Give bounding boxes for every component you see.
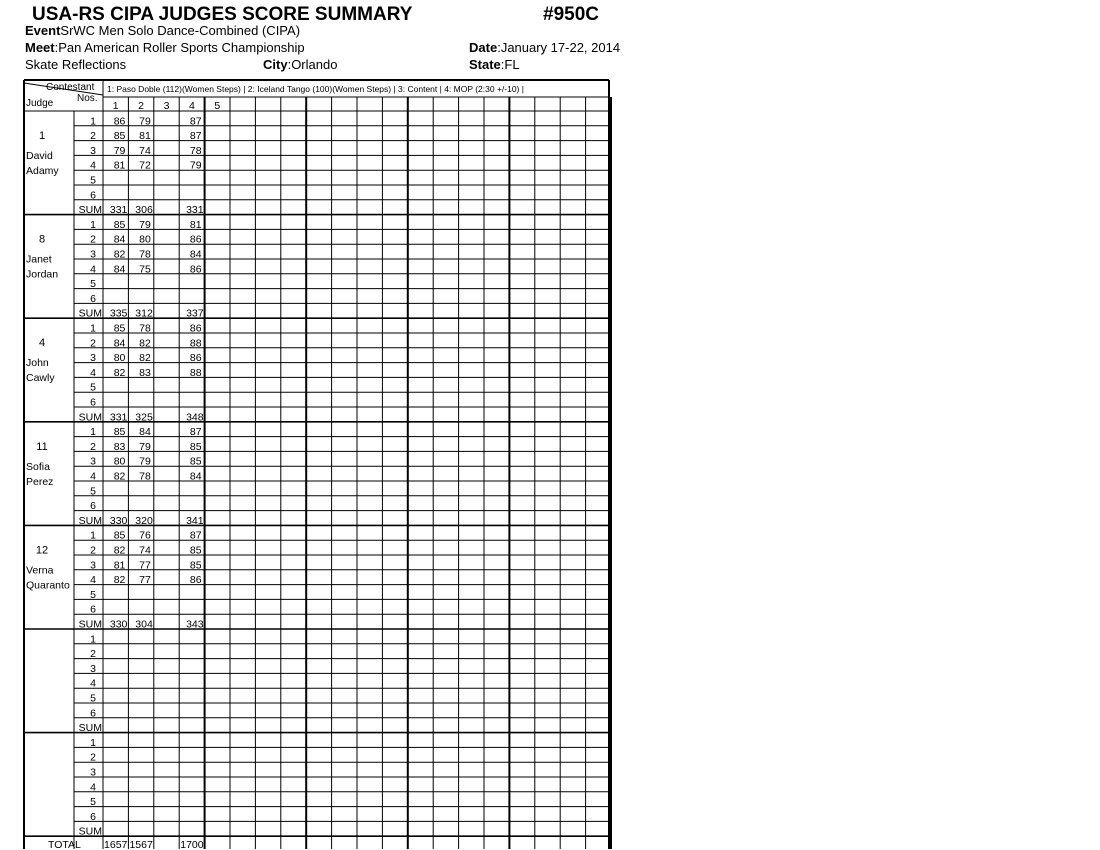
contestant-row-number: 4 [90, 470, 96, 483]
meet-line: Meet:Pan American Roller Sports Championship [25, 40, 305, 55]
total-cell: 1700 [180, 839, 204, 850]
sum-cell: 331 [109, 411, 128, 424]
sum-cell: 335 [109, 307, 128, 320]
score-cell: 77 [139, 559, 151, 572]
judge-last-name: Quaranto [26, 579, 70, 592]
judge-last-name: Perez [26, 475, 54, 488]
score-cell: 85 [189, 559, 202, 572]
score-cell: 79 [139, 440, 151, 453]
score-cell: 78 [189, 144, 202, 157]
contestant-row-number: 2 [90, 648, 96, 661]
score-cell: 84 [189, 470, 202, 483]
contestant-row-number: 4 [90, 159, 96, 172]
contestant-row-number: 6 [90, 292, 96, 305]
score-cell: 88 [189, 366, 202, 379]
score-cell: 85 [189, 440, 202, 453]
sum-label: SUM [78, 618, 102, 631]
sum-label: SUM [78, 411, 102, 424]
total-label: TOTAL [48, 839, 81, 850]
judge-last-name: Adamy [26, 165, 59, 177]
sum-label: SUM [78, 825, 102, 838]
contestant-row-number: 1 [90, 633, 96, 646]
sum-label: SUM [78, 722, 102, 735]
sum-cell: 343 [186, 618, 204, 631]
score-cell: 82 [113, 544, 126, 557]
city-line: City:Orlando [263, 57, 338, 72]
state-value: FL [504, 57, 520, 72]
contestant-row-number: 1 [90, 218, 96, 231]
score-cell: 80 [113, 352, 126, 365]
score-cell: 79 [113, 144, 126, 157]
contestant-row-number: 3 [90, 559, 96, 572]
judge-first-name: Janet [26, 253, 52, 266]
judge-first-name: David [26, 150, 53, 162]
judge-number: 1 [38, 130, 46, 142]
contestant-row-number: 6 [90, 396, 96, 409]
contestant-row-number: 2 [90, 440, 96, 453]
contestant-row-number: 6 [90, 189, 96, 202]
score-cell: 86 [189, 322, 202, 335]
score-cell: 82 [113, 366, 126, 379]
score-cell: 75 [139, 263, 151, 276]
sum-cell: 337 [186, 307, 204, 320]
sum-cell: 304 [135, 618, 153, 631]
column-header: 4 [188, 100, 195, 112]
contestant-row-number: 6 [90, 500, 96, 513]
sum-cell: 330 [109, 514, 128, 527]
contestant-row-number: 6 [90, 707, 96, 720]
score-cell: 86 [189, 574, 202, 587]
contestant-row-number: 3 [90, 248, 96, 261]
score-cell: 86 [189, 352, 202, 365]
score-cell: 82 [113, 248, 126, 261]
sum-cell: 306 [135, 204, 153, 217]
column-header: 3 [163, 100, 170, 112]
score-cell: 84 [113, 337, 126, 350]
corner-contestant: Contestant [46, 82, 95, 93]
contestant-row-number: 4 [90, 677, 96, 690]
sum-cell: 348 [186, 411, 204, 424]
score-cell: 81 [189, 218, 202, 231]
sum-label: SUM [78, 514, 102, 527]
contestant-row-number: 3 [90, 352, 96, 365]
score-cell: 74 [139, 144, 151, 157]
judge-number: 4 [38, 337, 46, 350]
contestant-row-number: 5 [90, 485, 96, 498]
contestant-row-number: 2 [90, 130, 96, 143]
date-value: January 17-22, 2014 [500, 40, 621, 55]
score-cell: 78 [139, 248, 151, 261]
judge-first-name: John [26, 357, 49, 370]
scoring-legend: 1: Paso Doble (112)(Women Steps) | 2: Iceland Tango (100)(Women Steps) | 3: Content | 4: MOP (2:30 +/-10) | [107, 84, 524, 94]
sum-label: SUM [78, 204, 102, 217]
score-cell: 83 [113, 440, 126, 453]
total-cell: 1567 [129, 839, 153, 850]
score-cell: 82 [139, 352, 151, 365]
corner-judge: Judge [26, 98, 54, 109]
meet-label: Meet [25, 40, 55, 55]
score-cell: 87 [189, 529, 202, 542]
contestant-row-number: 4 [90, 781, 96, 794]
score-cell: 77 [139, 574, 151, 587]
score-cell: 85 [113, 426, 126, 439]
contestant-row-number: 1 [90, 115, 96, 128]
score-cell: 79 [139, 455, 151, 468]
event-value: SrWC Men Solo Dance-Combined (CIPA) [60, 23, 301, 38]
score-cell: 85 [113, 130, 126, 143]
score-cell: 85 [189, 544, 202, 557]
judge-number: 11 [36, 440, 48, 453]
table-grid-lines [24, 80, 611, 849]
column-header: 5 [214, 100, 221, 112]
score-cell: 78 [139, 322, 151, 335]
contestant-row-number: 2 [90, 544, 96, 557]
score-cell: 86 [113, 115, 126, 128]
contestant-row-number: 4 [90, 366, 96, 379]
contestant-row-number: 5 [90, 174, 96, 187]
sum-cell: 312 [135, 307, 153, 320]
contestant-row-number: 5 [90, 278, 96, 291]
sum-cell: 330 [109, 618, 128, 631]
contestant-row-number: 4 [90, 263, 96, 276]
state-line: State:FL [469, 57, 520, 72]
score-cell: 82 [113, 470, 126, 483]
judge-first-name: Verna [26, 564, 54, 577]
score-cell: 79 [189, 159, 202, 172]
judge-last-name: Cawly [26, 372, 55, 385]
sum-cell: 325 [135, 411, 153, 424]
score-cell: 82 [113, 574, 126, 587]
total-cell: 1657 [104, 839, 128, 850]
contestant-row-number: 1 [90, 736, 96, 749]
score-cell: 79 [139, 218, 151, 231]
score-cell: 88 [189, 337, 202, 350]
score-cell: 83 [139, 366, 151, 379]
contestant-row-number: 1 [90, 426, 96, 439]
meet-value: Pan American Roller Sports Championship [58, 40, 305, 55]
contestant-row-number: 5 [90, 381, 96, 394]
page-title: USA-RS CIPA JUDGES SCORE SUMMARY [32, 4, 413, 25]
sum-cell: 331 [109, 204, 128, 217]
score-cell: 87 [189, 115, 202, 128]
event-label: Event [25, 23, 61, 38]
score-cell: 82 [139, 337, 151, 350]
score-cell: 86 [189, 263, 202, 276]
score-cell: 74 [139, 544, 151, 557]
judge-last-name: Jordan [26, 268, 59, 281]
sum-label: SUM [78, 307, 102, 320]
judge-number: 12 [35, 544, 49, 557]
score-cell: 72 [139, 159, 151, 172]
score-cell: 81 [113, 159, 126, 172]
score-cell: 79 [139, 115, 151, 128]
score-cell: 84 [113, 233, 126, 246]
sum-cell: 331 [186, 204, 204, 217]
contestant-row-number: 2 [90, 751, 96, 764]
contestant-row-number: 6 [90, 810, 96, 823]
score-cell: 81 [139, 130, 151, 143]
contestant-row-number: 3 [90, 455, 96, 468]
contestant-row-number: 5 [90, 796, 96, 809]
score-cell: 80 [139, 233, 151, 246]
sum-cell: 320 [135, 514, 153, 527]
city-label: City [263, 57, 288, 72]
contestant-row-number: 3 [90, 144, 96, 157]
contestant-row-number: 5 [90, 588, 96, 601]
score-cell: 76 [139, 529, 151, 542]
score-cell: 86 [189, 233, 202, 246]
contestant-row-number: 1 [90, 322, 96, 335]
contestant-row-number: 1 [90, 529, 96, 542]
score-cell: 87 [189, 426, 202, 439]
score-cell: 84 [113, 263, 126, 276]
date-label: Date [469, 40, 498, 55]
score-cell: 84 [189, 248, 202, 261]
contestant-row-number: 6 [90, 603, 96, 616]
score-cell: 85 [113, 322, 126, 335]
score-cell: 85 [113, 529, 126, 542]
contestant-row-number: 4 [90, 574, 96, 587]
state-label: State [469, 57, 501, 72]
contestant-row-number: 2 [90, 337, 96, 350]
contestant-row-number: 3 [90, 766, 96, 779]
sheet-number: #950C [543, 4, 599, 25]
contestant-row-number: 3 [90, 662, 96, 675]
column-header: 2 [138, 100, 145, 112]
club-name: Skate Reflections [25, 57, 127, 72]
judge-number: 8 [38, 233, 46, 246]
date-line: Date:January 17-22, 2014 [469, 40, 621, 55]
score-cell: 81 [113, 559, 126, 572]
corner-nos: Nos. [77, 93, 98, 104]
column-header: 1 [112, 100, 119, 112]
contestant-row-number: 2 [90, 233, 96, 246]
contestant-row-number: 5 [90, 692, 96, 705]
score-cell: 80 [113, 455, 126, 468]
score-cell: 85 [189, 455, 202, 468]
score-cell: 85 [113, 218, 126, 231]
city-value: Orlando [291, 57, 338, 72]
sum-cell: 341 [186, 514, 204, 527]
score-cell: 78 [139, 470, 151, 483]
score-cell: 87 [189, 130, 202, 143]
judge-first-name: Sofia [26, 460, 50, 473]
score-cell: 84 [139, 426, 151, 439]
